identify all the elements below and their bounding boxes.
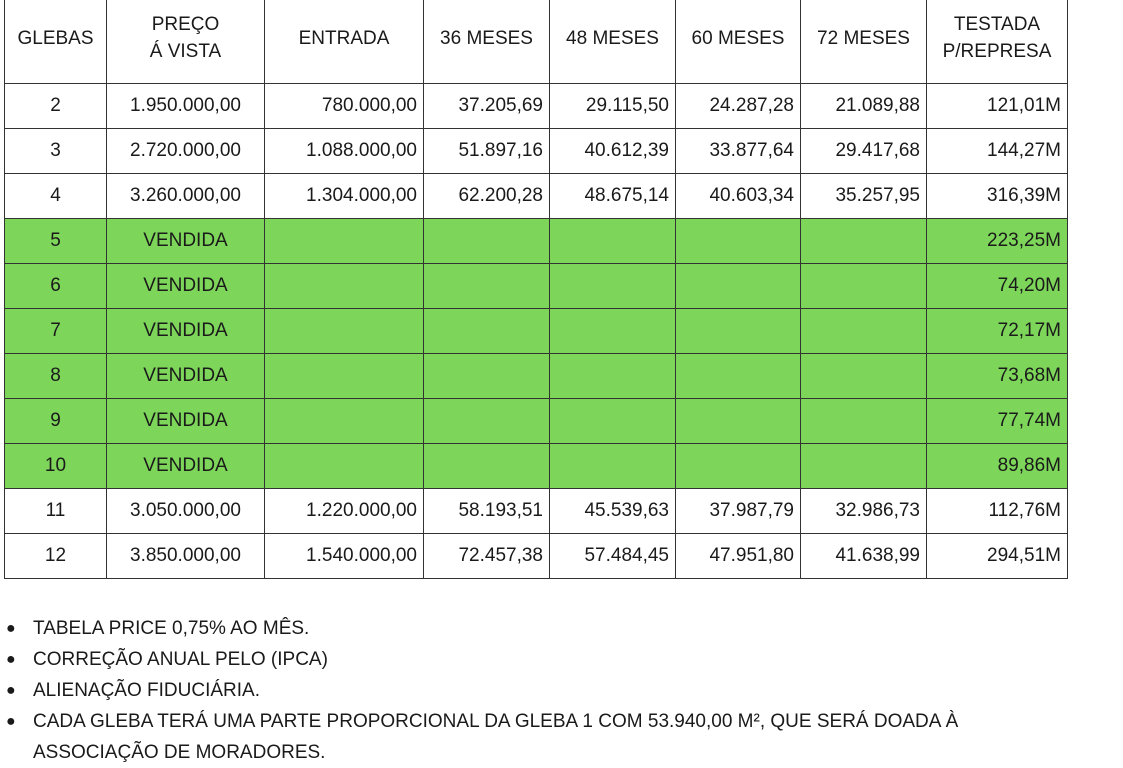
cell-testada: 121,01M: [927, 84, 1068, 129]
cell-entrada: [265, 399, 424, 444]
cell-72-meses: [801, 219, 927, 264]
cell-48-meses: [550, 219, 676, 264]
cell-preco-a-vista: 1.950.000,00: [107, 84, 265, 129]
cell-36-meses: [424, 399, 550, 444]
bullet-icon: ●: [6, 713, 16, 730]
cell-48-meses: 45.539,63: [550, 489, 676, 534]
cell-36-meses: 62.200,28: [424, 174, 550, 219]
header-preco-line2: Á VISTA: [149, 41, 222, 62]
cell-preco-a-vista: VENDIDA: [107, 264, 265, 309]
cell-36-meses: [424, 264, 550, 309]
cell-48-meses: 29.115,50: [550, 84, 676, 129]
header-72-meses: 72 MESES: [801, 0, 927, 84]
cell-testada: 74,20M: [927, 264, 1068, 309]
header-glebas: GLEBAS: [5, 0, 107, 84]
cell-60-meses: [676, 354, 801, 399]
table-row-sold: [5, 264, 1068, 309]
cell-gleba: 11: [5, 489, 107, 534]
cell-72-meses: [801, 264, 927, 309]
header-row: [5, 0, 1068, 84]
cell-48-meses: [550, 264, 676, 309]
header-60-meses: 60 MESES: [676, 0, 801, 84]
header-entrada: ENTRADA: [265, 0, 424, 84]
cell-gleba: 8: [5, 354, 107, 399]
cell-gleba: 7: [5, 309, 107, 354]
note-item: [6, 706, 1046, 768]
cell-48-meses: [550, 354, 676, 399]
cell-36-meses: 58.193,51: [424, 489, 550, 534]
cell-60-meses: 24.287,28: [676, 84, 801, 129]
header-48-meses: 48 MESES: [550, 0, 676, 84]
table-row-sold: [5, 309, 1068, 354]
cell-36-meses: [424, 444, 550, 489]
cell-preco-a-vista: 2.720.000,00: [107, 129, 265, 174]
bullet-icon: ●: [6, 682, 16, 699]
cell-testada: 294,51M: [927, 534, 1068, 579]
cell-gleba: 12: [5, 534, 107, 579]
cell-preco-a-vista: 3.850.000,00: [107, 534, 265, 579]
cell-36-meses: [424, 219, 550, 264]
cell-testada: 112,76M: [927, 489, 1068, 534]
cell-48-meses: 57.484,45: [550, 534, 676, 579]
cell-entrada: 1.220.000,00: [265, 489, 424, 534]
cell-60-meses: [676, 219, 801, 264]
cell-gleba: 5: [5, 219, 107, 264]
cell-gleba: 4: [5, 174, 107, 219]
cell-60-meses: [676, 399, 801, 444]
header-testada-p-represa: [927, 0, 1068, 84]
table-header: [5, 0, 1068, 84]
cell-gleba: 6: [5, 264, 107, 309]
cell-60-meses: 37.987,79: [676, 489, 801, 534]
cell-preco-a-vista: VENDIDA: [107, 354, 265, 399]
cell-preco-a-vista: 3.260.000,00: [107, 174, 265, 219]
cell-entrada: [265, 354, 424, 399]
note-item: [6, 675, 1046, 706]
cell-entrada: [265, 264, 424, 309]
note-text: CADA GLEBA TERÁ UMA PARTE PROPORCIONAL DA GLEBA 1 COM 53.940,00 M², QUE SERÁ DOADA À ASSOCIAÇÃO DE MORADORES.: [33, 711, 959, 763]
cell-entrada: [265, 444, 424, 489]
cell-gleba: 3: [5, 129, 107, 174]
notes-list: [6, 613, 1046, 768]
cell-gleba: 9: [5, 399, 107, 444]
table-row: [5, 84, 1068, 129]
cell-36-meses: 37.205,69: [424, 84, 550, 129]
table-row-sold: [5, 444, 1068, 489]
cell-testada: 223,25M: [927, 219, 1068, 264]
header-preco-line1: PREÇO: [151, 14, 220, 35]
cell-48-meses: 48.675,14: [550, 174, 676, 219]
header-36-meses: 36 MESES: [424, 0, 550, 84]
table-row-sold: [5, 219, 1068, 264]
cell-gleba: 10: [5, 444, 107, 489]
cell-gleba: 2: [5, 84, 107, 129]
table-row: [5, 534, 1068, 579]
table-row: [5, 489, 1068, 534]
cell-48-meses: [550, 444, 676, 489]
cell-entrada: [265, 219, 424, 264]
cell-preco-a-vista: VENDIDA: [107, 309, 265, 354]
cell-36-meses: 51.897,16: [424, 129, 550, 174]
cell-60-meses: [676, 264, 801, 309]
cell-60-meses: [676, 444, 801, 489]
cell-testada: 73,68M: [927, 354, 1068, 399]
cell-testada: 72,17M: [927, 309, 1068, 354]
cell-testada: 77,74M: [927, 399, 1068, 444]
table-row: [5, 129, 1068, 174]
note-item: [6, 644, 1046, 675]
cell-72-meses: [801, 309, 927, 354]
header-testada-line1: TESTADA: [953, 14, 1041, 35]
note-text: ALIENAÇÃO FIDUCIÁRIA.: [33, 680, 260, 701]
bullet-icon: ●: [6, 620, 16, 637]
cell-60-meses: 47.951,80: [676, 534, 801, 579]
note-text: TABELA PRICE 0,75% AO MÊS.: [33, 618, 310, 639]
header-testada-line2: P/REPRESA: [942, 41, 1052, 62]
table-body: [5, 84, 1068, 579]
cell-preco-a-vista: VENDIDA: [107, 219, 265, 264]
cell-60-meses: 40.603,34: [676, 174, 801, 219]
cell-entrada: 1.088.000,00: [265, 129, 424, 174]
cell-72-meses: 41.638,99: [801, 534, 927, 579]
cell-preco-a-vista: VENDIDA: [107, 444, 265, 489]
cell-36-meses: 72.457,38: [424, 534, 550, 579]
cell-36-meses: [424, 309, 550, 354]
cell-72-meses: [801, 444, 927, 489]
cell-36-meses: [424, 354, 550, 399]
price-table: [4, 0, 1068, 579]
table-row: [5, 174, 1068, 219]
cell-entrada: 1.540.000,00: [265, 534, 424, 579]
cell-48-meses: [550, 309, 676, 354]
cell-72-meses: [801, 399, 927, 444]
cell-entrada: 1.304.000,00: [265, 174, 424, 219]
cell-72-meses: [801, 354, 927, 399]
cell-testada: 89,86M: [927, 444, 1068, 489]
note-item: [6, 613, 1046, 644]
bullet-icon: ●: [6, 651, 16, 668]
cell-48-meses: 40.612,39: [550, 129, 676, 174]
cell-60-meses: [676, 309, 801, 354]
cell-testada: 144,27M: [927, 129, 1068, 174]
table-row-sold: [5, 399, 1068, 444]
cell-48-meses: [550, 399, 676, 444]
header-preco-a-vista: [107, 0, 265, 84]
cell-72-meses: 32.986,73: [801, 489, 927, 534]
cell-72-meses: 35.257,95: [801, 174, 927, 219]
cell-testada: 316,39M: [927, 174, 1068, 219]
cell-60-meses: 33.877,64: [676, 129, 801, 174]
cell-entrada: [265, 309, 424, 354]
cell-preco-a-vista: VENDIDA: [107, 399, 265, 444]
cell-72-meses: 29.417,68: [801, 129, 927, 174]
note-text: CORREÇÃO ANUAL PELO (IPCA): [33, 649, 328, 670]
cell-preco-a-vista: 3.050.000,00: [107, 489, 265, 534]
cell-entrada: 780.000,00: [265, 84, 424, 129]
cell-72-meses: 21.089,88: [801, 84, 927, 129]
table-row-sold: [5, 354, 1068, 399]
